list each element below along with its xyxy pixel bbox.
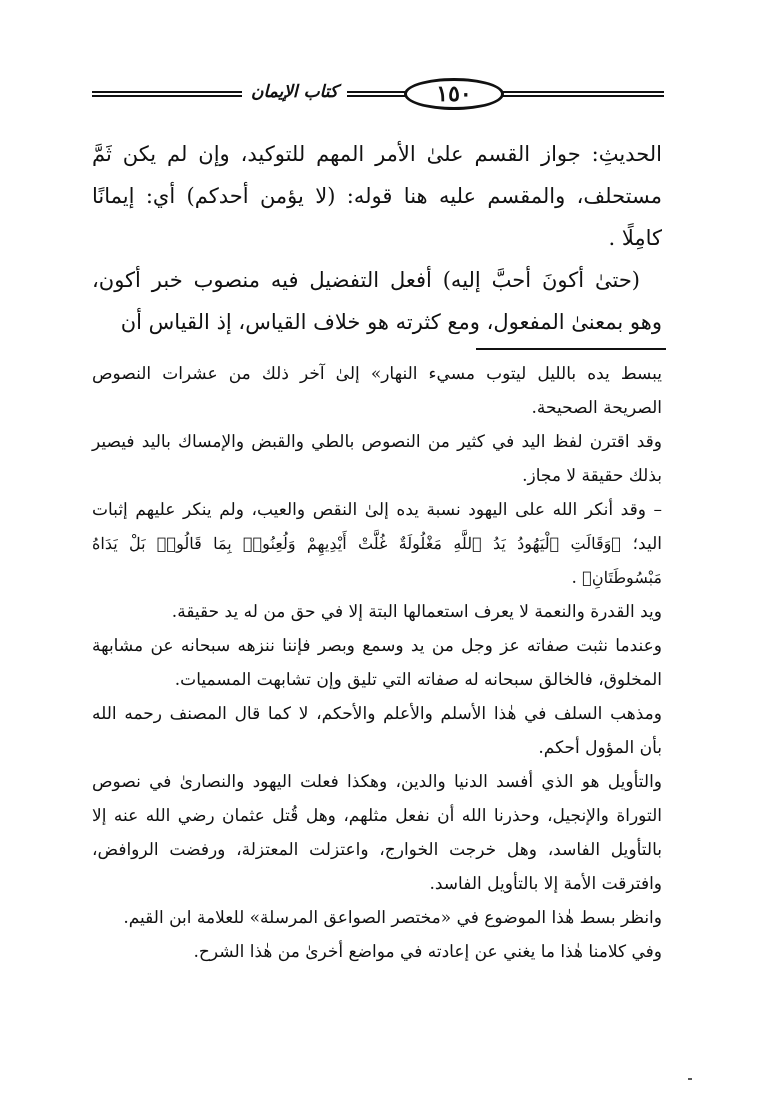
footnote-paragraph: ومذهب السلف في هٰذا الأسلم والأعلم والأحكم، لا كما قال المصنف رحمه الله بأن المؤول أحكم. [92, 704, 662, 758]
running-title: كتاب الإيمان [251, 82, 338, 102]
main-paragraph: الحديثِ: جواز القسم علىٰ الأمر المهم للتوكيد، وإن لم يكن ثَمَّ مستحلف، والمقسم عليه هنا قوله: (لا يؤمن أحدكم) أي: إيمانًا كامِلًا . [92, 142, 662, 250]
page-number: ١٥٠ [404, 78, 504, 110]
footnote-paragraph: والتأويل هو الذي أفسد الدنيا والدين، وهكذا فعلت اليهود والنصارىٰ في نصوص التوراة والإنجيل، وحذرنا الله أن نفعل مثلهم، وهل قُتل عثمان رضي الله عنه إلا بالتأويل الفاسد، وهل خرجت الخوارج، واعتزلت المعتزلة، ورفضت الروافض، وافترقت الأمة إلا بالتأويل الفاسد. [92, 772, 662, 894]
footnote-paragraph: وفي كلامنا هٰذا ما يغني عن إعادته في مواضع أخرىٰ من هٰذا الشرح. [193, 942, 662, 962]
footnote-paragraph: وقد اقترن لفظ اليد في كثير من النصوص بالطي والقبض والإمساك باليد فيصير بذلك حقيقة لا مجاز. [92, 432, 662, 486]
footnote-period: . [571, 568, 577, 588]
footnotes [92, 357, 662, 969]
page-header [92, 76, 664, 112]
footnote-paragraph: وانظر بسط هٰذا الموضوع في «مختصر الصواعق المرسلة» للعلامة ابن القيم. [123, 908, 662, 928]
header-rule-right [502, 91, 664, 97]
footnote-paragraph: يبسط يده بالليل ليتوب مسيء النهار» إلىٰ آخر ذلك من عشرات النصوص الصريحة الصحيحة. [92, 364, 662, 418]
footnote-paragraph-quran [92, 493, 662, 595]
main-text [92, 133, 662, 343]
scan-mark [688, 1078, 692, 1080]
footnote-text: – وقد أنكر الله على اليهود نسبة يده إلىٰ النقص والعيب، ولم ينكر عليهم إثبات اليد؛ [92, 500, 663, 554]
footnote-separator [476, 348, 666, 350]
footnote-paragraph: وعندما نثبت صفاته عز وجل من يد وسمع وبصر فإننا ننزهه سبحانه عن مشابهة المخلوق، فالخالق سبحانه له صفاته التي تليق وإن تشابهت المسميات. [92, 636, 662, 690]
main-paragraph: (حتىٰ أكونَ أحبَّ إليه) أفعل التفضيل فيه منصوب خبر أكون، وهو بمعنىٰ المفعول، ومع كثرته هو خلاف القياس، إذ القياس أن [92, 268, 662, 334]
quran-verse: ﴿وَقَالَتِ ٱلْيَهُودُ يَدُ ٱللَّهِ مَغْلُولَةٌ غُلَّتْ أَيْدِيهِمْ وَلُعِنُوا۟ بِمَا قَالُوا۟ بَلْ يَدَاهُ مَبْسُوطَتَانِ﴾ [92, 534, 662, 587]
footnote-paragraph: ويد القدرة والنعمة لا يعرف استعمالها البتة إلا في حق من له يد حقيقة. [171, 602, 662, 622]
header-rule-left [92, 91, 242, 97]
